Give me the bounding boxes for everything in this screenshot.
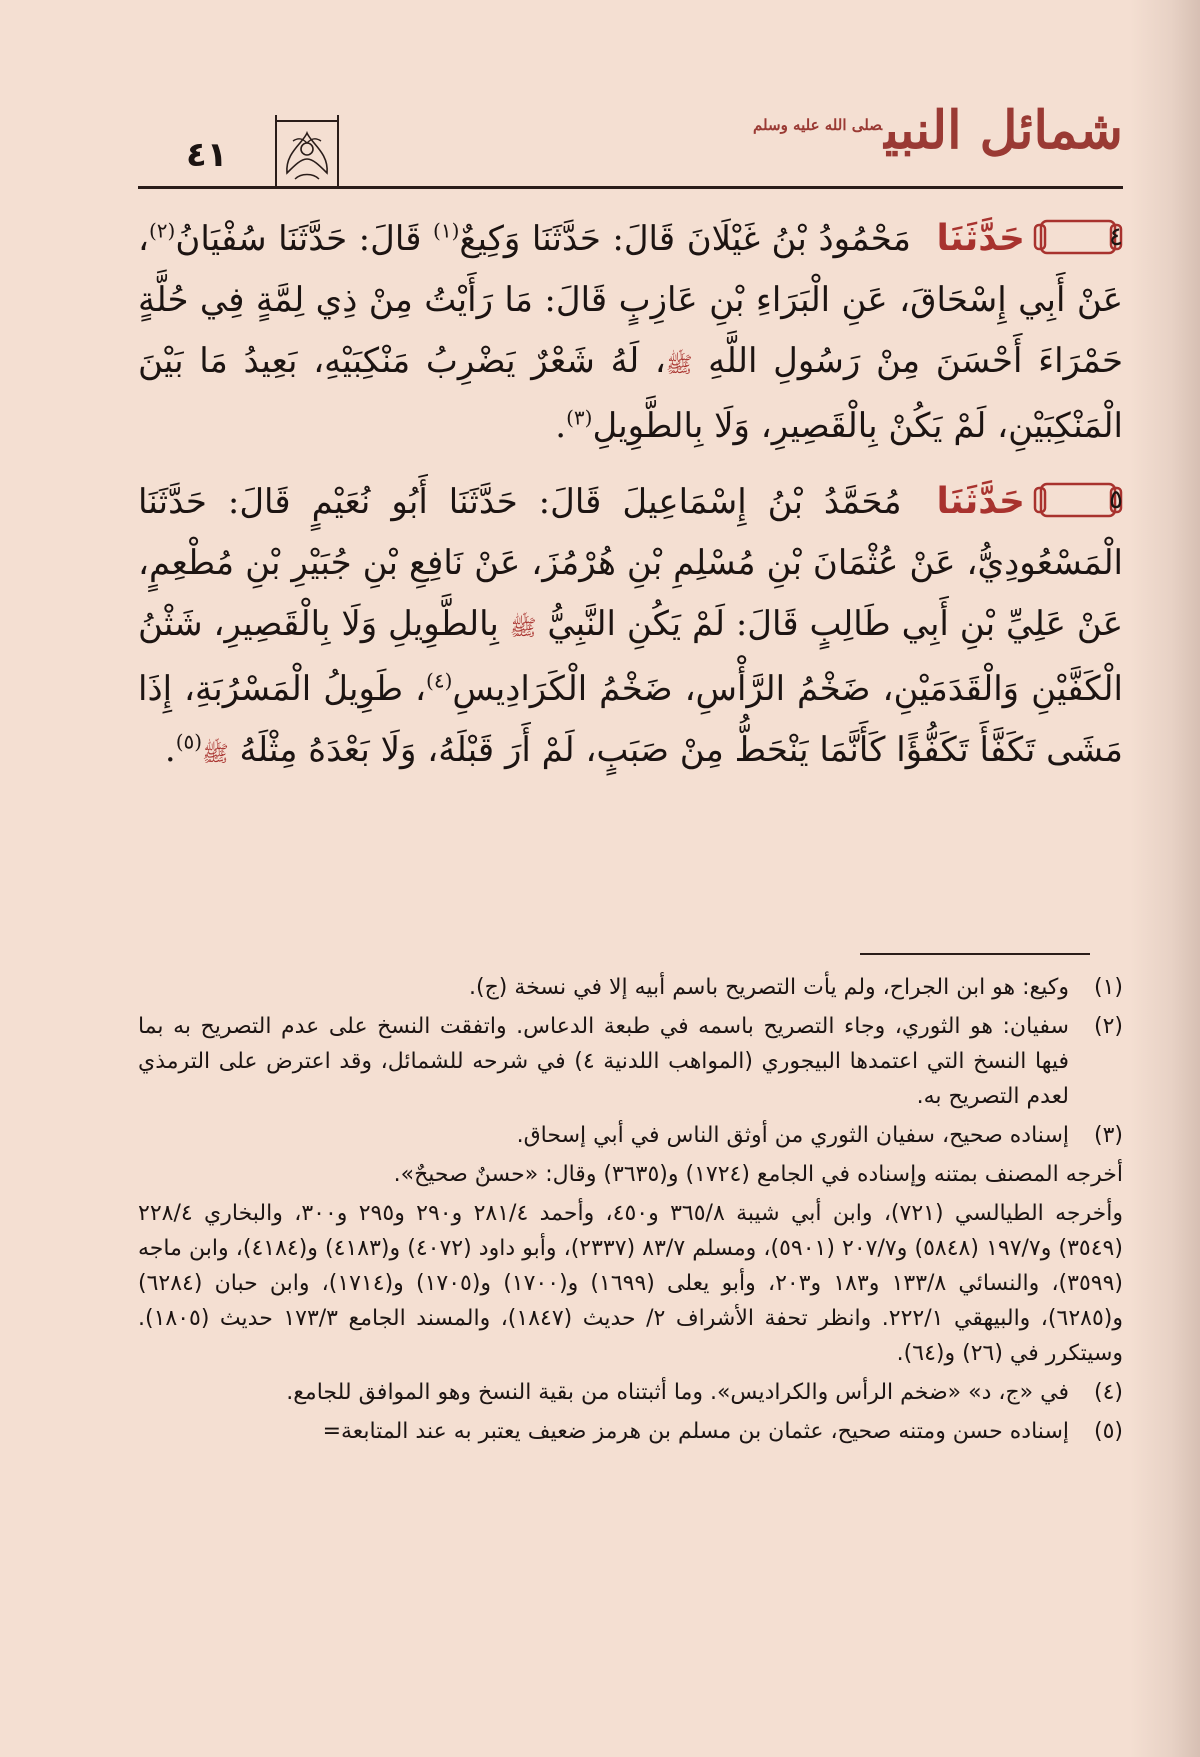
footnote-ref: (١) <box>433 218 460 243</box>
footnote-ref: (٢) <box>148 218 176 243</box>
book-title-text: شمائل النبي <box>884 100 1123 161</box>
footnote-number: (٢) <box>1093 1014 1123 1039</box>
book-title-calligraphy <box>753 100 1123 161</box>
footnote-ref: (٥) <box>175 729 203 754</box>
page-edge-shadow <box>1130 0 1200 1757</box>
footnote-item <box>138 1118 1123 1153</box>
page-header <box>138 95 1123 195</box>
hadith-text: قَالَ: حَدَّثَنَا سُفْيَانُ <box>175 219 422 259</box>
hadith-heading: حَدَّثَنَا <box>936 218 1026 259</box>
footnote-item <box>138 970 1123 1005</box>
footnote-item <box>138 1414 1123 1449</box>
hadith-number: ٥ <box>1109 485 1124 515</box>
footnote-ref: (٤) <box>426 668 453 693</box>
footnote-number: (١) <box>1093 975 1123 1000</box>
footnote-number: (٥) <box>1093 1419 1123 1444</box>
page-number: ٤١ <box>186 135 228 175</box>
footnote-text: وكيع: هو ابن الجراح، ولم يأت التصريح باسم أبيه إلا في نسخة (ج). <box>469 975 1069 1000</box>
hadith-text: مَحْمُودُ بْنُ غَيْلَانَ قَالَ: حَدَّثَنَا وَكِيعٌ <box>459 219 911 259</box>
hadith-end: . <box>164 730 176 770</box>
footnote-number: (٣) <box>1093 1123 1123 1148</box>
footnote-text: سفيان: هو الثوري، وجاء التصريح باسمه في طبعة الدعاس. واتفقت النسخ على عدم التصريح به بما فيها النسخ التي اعتمدها البيجوري (المواهب اللدنية ٤) في شرحه للشمائل، وقد اعترض على الترمذي لعدم التصريح به. <box>138 1014 1070 1109</box>
footnote-text: إسناده حسن ومتنه صحيح، عثمان بن مسلم بن هرمز ضعيف يعتبر به عند المتابعة= <box>322 1419 1069 1444</box>
hadith-4 <box>138 208 1123 457</box>
hadith-text: بِالطَّوِيلِ وَلَا بِالْقَصِيرِ، شَثْنُ الْكَفَّيْنِ وَالْقَدَمَيْنِ، ضَخْمُ الرَّأْسِ، ضَخْمُ الْكَرَادِيسِ <box>138 604 1123 709</box>
hadith-number: ٤ <box>1109 222 1124 252</box>
salawat-glyph: ﷺ <box>202 742 229 767</box>
hadith-number-frame <box>1033 479 1123 521</box>
footnote-number: (٤) <box>1093 1380 1123 1405</box>
hadith-end: . <box>555 406 567 446</box>
footnotes <box>138 970 1123 1453</box>
header-rule <box>138 186 1123 189</box>
footnote-text: في «ج، د» «ضخم الرأس والكراديس». وما أثبتناه من بقية النسخ وهو الموافق للجامع. <box>286 1380 1069 1405</box>
salawat-glyph: ﷺ <box>665 353 693 378</box>
footnote-divider <box>860 953 1090 955</box>
hadith-text: ، عَنْ أَبِي إِسْحَاقَ، عَنِ الْبَرَاءِ بْنِ عَازِبٍ قَالَ: مَا رَأَيْتُ مِنْ ذِي لِمَّةٍ فِي حُلَّةٍ حَمْرَاءَ أَحْسَنَ مِنْ رَسُولِ اللَّهِ <box>138 219 1123 381</box>
title-honorific: صلى الله عليه وسلم <box>753 115 883 134</box>
footnote-text: إسناده صحيح، سفيان الثوري من أوثق الناس في أبي إسحاق. <box>516 1123 1069 1148</box>
hadith-text: ، لَهُ شَعْرٌ يَضْرِبُ مَنْكِبَيْهِ، بَعِيدُ مَا بَيْنَ الْمَنْكِبَيْنِ، لَمْ يَكُنْ بِالْقَصِيرِ، وَلَا بِالطَّوِيلِ <box>138 341 1123 446</box>
footnote-paragraph: أخرجه المصنف بمتنه وإسناده في الجامع (١٧٢٤) و(٣٦٣٥) وقال: «حسنٌ صحيحٌ». <box>393 1162 1123 1187</box>
footnote-paragraph: وأخرجه الطيالسي (٧٢١)، وابن أبي شيبة ٣٦٥/٨ و٤٥٠، وأحمد ٢٨١/٤ و٢٩٠ و٢٩٥ و٣٠٠، والبخاري ٢٢٨/٤ (٣٥٤٩) و١٩٧/٧ (٥٨٤٨) و٢٠٧/٧ (٥٩٠١)، ومسلم ٨٣/٧ (٢٣٣٧)، وأبو داود (٤٠٧٢) و(٤١٨٣) و(٤١٨٤)، وابن ماجه (٣٥٩٩)، والنسائي ١٣٣/٨ و١٨٣ و٢٠٣، وأبو يعلى (١٦٩٩) و(١٧٠٠) و(١٧٠٥) و(١٧١٤)، وابن حبان (٦٢٨٤) و(٦٢٨٥)، والبيهقي ٢٢٢/١. وانظر تحفة الأشراف ٢/ حديث (١٨٤٧)، والمسند الجامع ١٧٣/٣ حديث (١٨٠٥). وسيتكرر في (٢٦) و(٦٤). <box>138 1201 1123 1366</box>
salawat-glyph: ﷺ <box>509 616 537 641</box>
floral-ornament-icon <box>273 113 341 191</box>
footnote-item <box>138 1009 1123 1114</box>
hadith-heading: حَدَّثَنَا <box>936 481 1026 522</box>
hadith-5 <box>138 471 1123 785</box>
main-text <box>138 208 1123 799</box>
footnote-ref: (٣) <box>566 405 593 430</box>
hadith-text: مُحَمَّدُ بْنُ إِسْمَاعِيلَ قَالَ: حَدَّثَنَا أَبُو نُعَيْمٍ قَالَ: حَدَّثَنَا الْمَسْعُودِيُّ، عَنْ عُثْمَانَ بْنِ مُسْلِمِ بْنِ هُرْمُزَ، عَنْ نَافِعِ بْنِ جُبَيْرِ بْنِ مُطْعِمٍ، عَنْ عَلِيِّ بْنِ أَبِي طَالِبٍ قَالَ: لَمْ يَكُنِ النَّبِيُّ <box>138 482 1124 644</box>
footnote-item <box>138 1375 1123 1410</box>
hadith-number-frame <box>1033 216 1123 258</box>
hadith-text: ، طَوِيلُ الْمَسْرُبَةِ، إِذَا مَشَى تَكَفَّأَ تَكَفُّؤًا كَأَنَّمَا يَنْحَطُّ مِنْ صَبَبٍ، لَمْ أَرَ قَبْلَهُ، وَلَا بَعْدَهُ مِثْلَهُ <box>138 669 1123 770</box>
